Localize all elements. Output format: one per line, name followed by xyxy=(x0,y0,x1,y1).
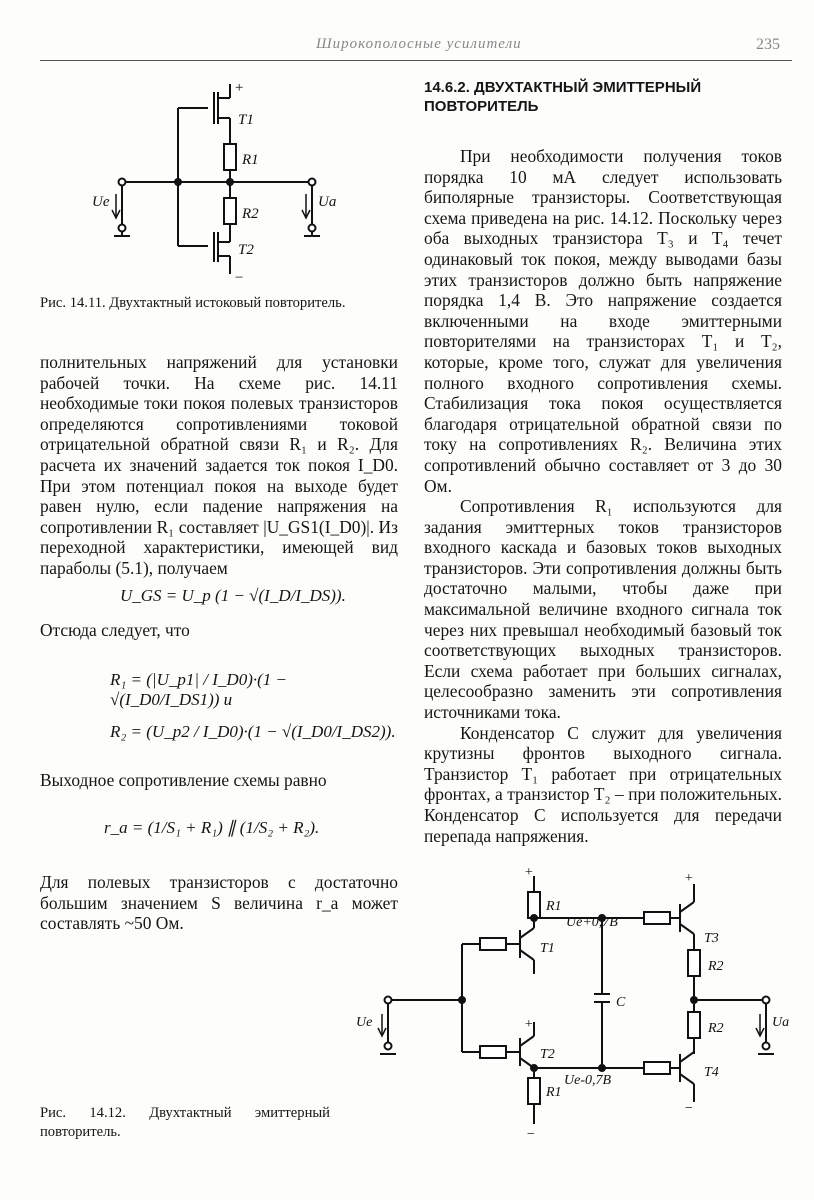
r1-label-top: R1 xyxy=(546,899,562,914)
left-column-para-4: Для полевых транзисторов с достаточно большим значением S величина r_a может составлять ~50 Ом. xyxy=(40,872,398,934)
formula-ra: r_a = (1/S₁ + R₁) ∥ (1/S₂ + R₂). xyxy=(104,818,320,837)
ua-label: Ua xyxy=(772,1015,790,1030)
r2-label: R2 xyxy=(242,206,259,222)
ue-label: Ue xyxy=(92,194,110,210)
formula-r1: R₁ = (|U_p1| / I_D0)·(1 − √(I_D0/I_DS1)) и xyxy=(110,670,288,709)
r2-resistor xyxy=(224,198,236,224)
r1-label: R1 xyxy=(242,152,259,168)
input-resistor-top xyxy=(480,938,506,950)
plus-label-1: + xyxy=(524,865,534,880)
right-column-text xyxy=(424,146,782,846)
figure-14-12-caption: Рис. 14.12. Двухтактный эмиттерный повторитель. xyxy=(40,1105,330,1140)
r2-label-top: R2 xyxy=(708,959,724,974)
figure-14-12-schematic xyxy=(354,862,794,1142)
running-title: Широкополосные усилители xyxy=(316,36,522,52)
input-resistor-bottom xyxy=(480,1046,506,1058)
minus-label: − xyxy=(234,270,245,286)
t2-label: T2 xyxy=(540,1047,555,1062)
ua-label: Ua xyxy=(318,194,337,210)
left-column-para-1: полнительных напряжений для установки рабочей точки. На схеме рис. 14.11 необходимые токи покоя полевых транзисторов определяются сопротивлениями токовой отрицательной обратной связи R₁ и R₂. Для расчета их значений задается ток покоя I_D0. При этом потенциал покоя на выходе будет равен нулю, если падение напряжения на сопротивлении R₁ составляет |U_GS1(I_D0)|. Из переходной характеристики, имеющей вид параболы (5.1), получаем xyxy=(40,352,398,578)
base-resistor-bottom xyxy=(644,1062,670,1074)
r1-resistor xyxy=(224,144,236,170)
r2-label-bottom: R2 xyxy=(708,1021,724,1036)
section-heading: 14.6.2. ДВУХТАКТНЫЙ ЭМИТТЕРНЫЙ ПОВТОРИТЕЛЬ xyxy=(424,79,702,115)
left-column-para-3: Выходное сопротивление схемы равно xyxy=(40,770,327,790)
t1-label: T1 xyxy=(238,112,254,128)
r2-top-resistor xyxy=(688,950,700,976)
right-para-2: Сопротивления R₁ используются для задания эмиттерных токов транзисторов входного каскада и базовых токов выходных транзисторов. Эти сопротивления должны быть достаточно малыми, чтобы даже при максимальной величине входного сигнала ток через них превышал необходимый базовый ток соответствующих выходных транзисторов. Если схема работает при больших сигналах, целесообразно заменить эти сопротивления источниками тока. xyxy=(424,496,782,723)
t3-label: T3 xyxy=(704,931,719,946)
right-para-3: Конденсатор C служит для увеличения крутизны фронтов выходного сигнала. Транзистор T₁ работает при отрицательных фронтах, а транзистор T₂ – при положительных. Конденсатор C используется для передачи перепада напряжения. xyxy=(424,722,782,846)
input-terminal xyxy=(385,997,392,1004)
output-terminal xyxy=(763,997,770,1004)
base-resistor-top xyxy=(644,912,670,924)
minus-label-2: − xyxy=(684,1101,694,1116)
ue-label: Ue xyxy=(356,1015,373,1030)
plus-label-3: + xyxy=(684,871,694,886)
output-terminal xyxy=(309,179,316,186)
plus-label: + xyxy=(234,80,245,96)
r2-bottom-resistor xyxy=(688,1012,700,1038)
input-terminal xyxy=(119,179,126,186)
minus-label-1: − xyxy=(526,1127,536,1142)
c-label: C xyxy=(616,995,626,1010)
page-number: 235 xyxy=(756,36,780,53)
formula-r2: R₂ = (U_p2 / I_D0)·(1 − √(I_D0/I_DS2)). xyxy=(110,722,396,741)
t2-label: T2 xyxy=(238,242,254,258)
ue-plus-label: Ue+0,7B xyxy=(566,915,618,930)
plus-label-2: + xyxy=(524,1017,534,1032)
right-para-1: При необходимости получения токов порядка 10 мА следует использовать биполярные транзисторы. Соответствующая схема приведена на рис. 14.12. Поскольку через оба выходных транзистора T₃ и T₄ течет одинаковый ток покоя, между выводами базы этих транзисторов должно быть напряжение порядка 1,4 В. Это напряжение создается включенными на входе эмиттерными повторителями на транзисторах T₁ и T₂, которые, кроме того, служат для увеличения полного входного сопротивления схемы. Стабилизация тока покоя осуществляется благодаря отрицательной обратной связи по току на сопротивлениях R₂. Величина этих сопротивлений обычно составляет от 3 до 30 Ом. xyxy=(424,146,782,496)
left-column-para-2: Отсюда следует, что xyxy=(40,620,190,640)
formula-ugs: U_GS = U_p (1 − √(I_D/I_DS)). xyxy=(120,586,346,605)
header-rule xyxy=(40,60,792,61)
ue-minus-label: Ue-0,7B xyxy=(564,1073,612,1088)
r1-label-bottom: R1 xyxy=(546,1085,562,1100)
t1-label: T1 xyxy=(540,941,555,956)
t4-label: T4 xyxy=(704,1065,719,1080)
r1-bottom-resistor xyxy=(528,1078,540,1104)
figure-14-11-caption: Рис. 14.11. Двухтактный истоковый повторитель. xyxy=(40,295,346,311)
figure-14-11-schematic xyxy=(90,78,350,288)
